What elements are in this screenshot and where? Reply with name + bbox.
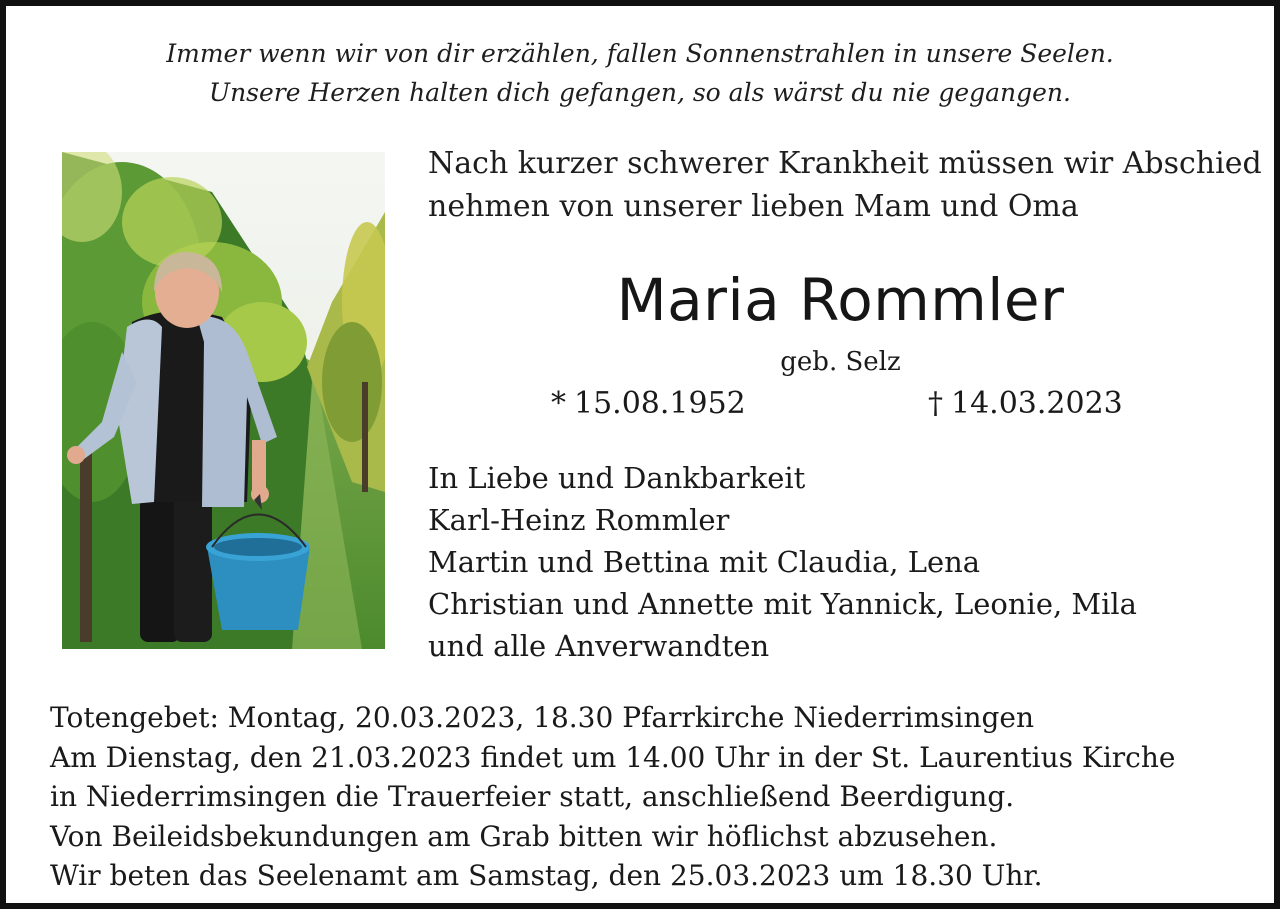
cross-icon: †	[928, 386, 943, 421]
details-line: Am Dienstag, den 21.03.2023 findet um 14.00 Uhr in der St. Laurentius Kirche	[50, 740, 1176, 774]
intro-line: Nach kurzer schwerer Krankheit müssen wir Abschied	[428, 146, 1262, 181]
intro-text	[428, 142, 1262, 228]
motto-line: Immer wenn wir von dir erzählen, fallen Sonnenstrahlen in unsere Seelen.	[166, 39, 1114, 68]
motto-verse	[6, 34, 1274, 112]
portrait-photo-vineyard-icon	[62, 152, 385, 649]
birth-date-value: 15.08.1952	[574, 386, 746, 421]
mourners-line: und alle Anverwandten	[428, 629, 770, 663]
details-line: Wir beten das Seelenamt am Samstag, den 25.03.2023 um 18.30 Uhr.	[50, 859, 1043, 892]
death-date-value: 14.03.2023	[951, 386, 1123, 421]
motto-line: Unsere Herzen halten dich gefangen, so als wärst du nie gegangen.	[209, 78, 1071, 107]
deceased-name: Maria Rommler	[616, 266, 1065, 334]
details-line: in Niederrimsingen die Trauerfeier statt, anschließend Beerdigung.	[50, 780, 1015, 813]
service-details	[50, 698, 1175, 896]
mourners-line: Karl-Heinz Rommler	[428, 503, 730, 537]
mourners-line: Martin und Bettina mit Claudia, Lena	[428, 545, 981, 579]
details-line: Von Beileidsbekundungen am Grab bitten wir höflichst abzusehen.	[50, 819, 998, 853]
star-icon: *	[551, 386, 566, 421]
mourners-list	[428, 457, 1137, 667]
details-line: Totengebet: Montag, 20.03.2023, 18.30 Pfarrkirche Niederrimsingen	[50, 701, 1035, 734]
intro-line: nehmen von unserer lieben Mam und Oma	[428, 189, 1079, 224]
death-date	[928, 384, 1123, 424]
mourners-line: In Liebe und Dankbarkeit	[428, 461, 806, 495]
birth-name: geb. Selz	[780, 347, 901, 377]
birth-date	[551, 384, 746, 424]
mourners-line: Christian und Annette mit Yannick, Leonie, Mila	[428, 587, 1137, 621]
portrait-photo	[62, 152, 385, 649]
